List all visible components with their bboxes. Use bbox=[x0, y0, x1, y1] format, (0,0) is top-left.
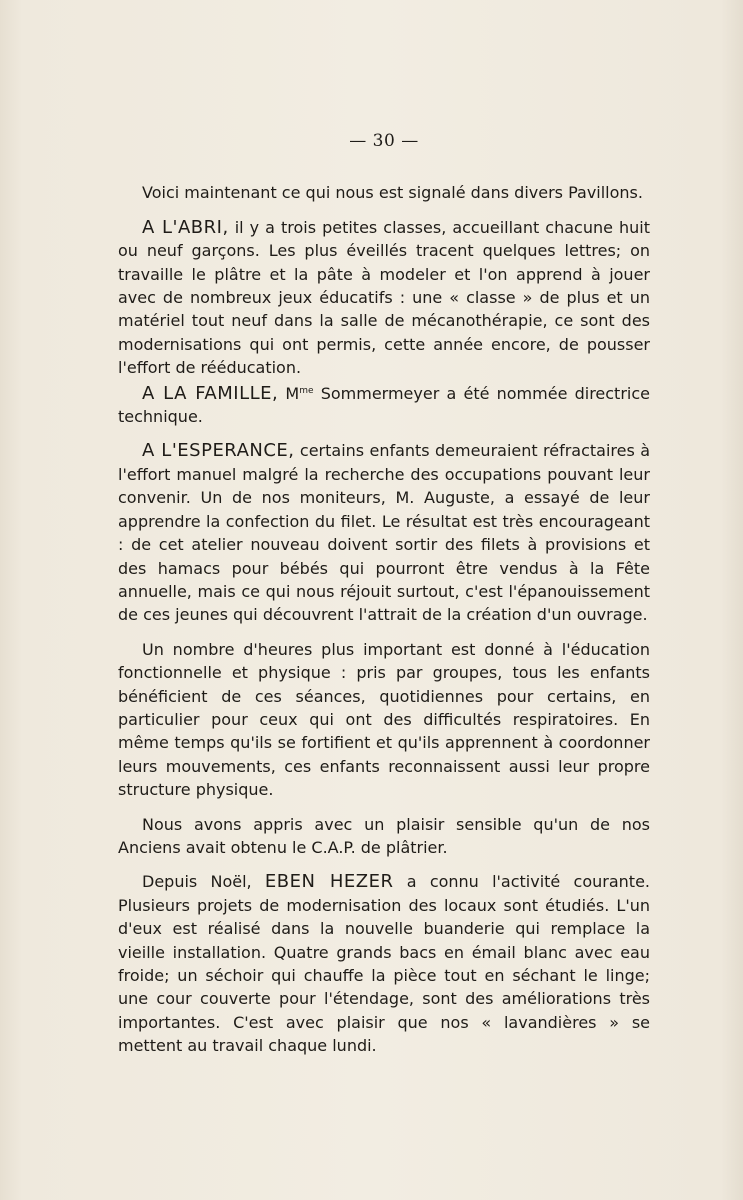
paragraph-eben-hezer-lead: Depuis Noël, bbox=[142, 872, 265, 892]
paragraph-abri bbox=[118, 216, 650, 380]
page-number: — 30 — bbox=[349, 131, 419, 151]
title-prefix: M bbox=[278, 383, 300, 403]
paragraph-anciens bbox=[118, 813, 650, 860]
page-content bbox=[118, 130, 650, 1069]
title-superscript: me bbox=[299, 385, 314, 396]
section-heading-famille: A LA FAMILLE, bbox=[142, 382, 279, 404]
paragraph-intro bbox=[118, 181, 650, 204]
paragraph-esperance bbox=[118, 439, 650, 626]
paragraph-education-text: Un nombre d'heures plus important est donné à l'éducation fonctionnelle et physique : pris par groupes, tous les enfants bénéficient de ces séances, quotidiennes pour certains, en particulier pour ceux qui ont des difficultés respiratoires. En même temps qu'ils se fortifient et qu'ils apprennent à coordonner leurs mouvements, ces enfants reconnaissent aussi leur propre structure physique. bbox=[118, 639, 650, 800]
section-heading-abri: A L'ABRI, bbox=[142, 216, 229, 238]
paragraph-education bbox=[118, 638, 650, 802]
paragraph-eben-hezer bbox=[118, 870, 650, 1057]
paragraph-abri-text: il y a trois petites classes, accueillant chacune huit ou neuf garçons. Les plus éveillés tracent quelques lettres; on travaille le plâtre et la pâte à modeler et l'on apprend à jouer avec de nombreux jeux éducatifs : une « classe » de plus et un matériel tout neuf dans la salle de mécanothérapie, ce sont des modernisations qui ont permis, cette année encore, de pousser l'effort de rééducation. bbox=[118, 217, 651, 378]
paragraph-anciens-text: Nous avons appris avec un plaisir sensible qu'un de nos Anciens avait obtenu le C.A.P. de plâtrier. bbox=[118, 814, 650, 857]
paragraph-esperance-text: certains enfants demeuraient réfractaires à l'effort manuel malgré la recherche des occupations pouvant leur convenir. Un de nos moniteurs, M. Auguste, a essayé de leur apprendre la confection du filet. Le résultat est très encourageant : de cet atelier nouveau doivent sortir des filets à provisions et des hamacs pour bébés qui pourront être vendus à la Fête annuelle, mais ce qui nous réjouit surtout, c'est l'épanouissement de ces jeunes qui découvrent l'attrait de la création d'un ouvrage. bbox=[118, 441, 650, 625]
paragraph-eben-hezer-text: a connu l'activité courante. Plusieurs projets de modernisation des locaux sont étudiés. L'un d'eux est réalisé dans la nouvelle buanderie qui remplace la vieille installation. Quatre grands bacs en émail blanc avec eau froide; un séchoir qui chauffe la pièce tout en séchant le linge; une cour couverte pour l'étendage, sont des améliorations très importantes. C'est avec plaisir que nos « lavandières » se mettent au travail chaque lundi. bbox=[118, 872, 650, 1056]
paragraph-famille-text: Sommermeyer a été nommée directrice technique. bbox=[118, 383, 650, 427]
section-heading-esperance: A L'ESPERANCE, bbox=[142, 440, 295, 462]
section-heading-eben-hezer: EBEN HEZER bbox=[264, 871, 394, 893]
paragraph-intro-text: Voici maintenant ce qui nous est signalé dans divers Pavillons. bbox=[142, 183, 643, 203]
paragraph-famille bbox=[118, 382, 650, 429]
